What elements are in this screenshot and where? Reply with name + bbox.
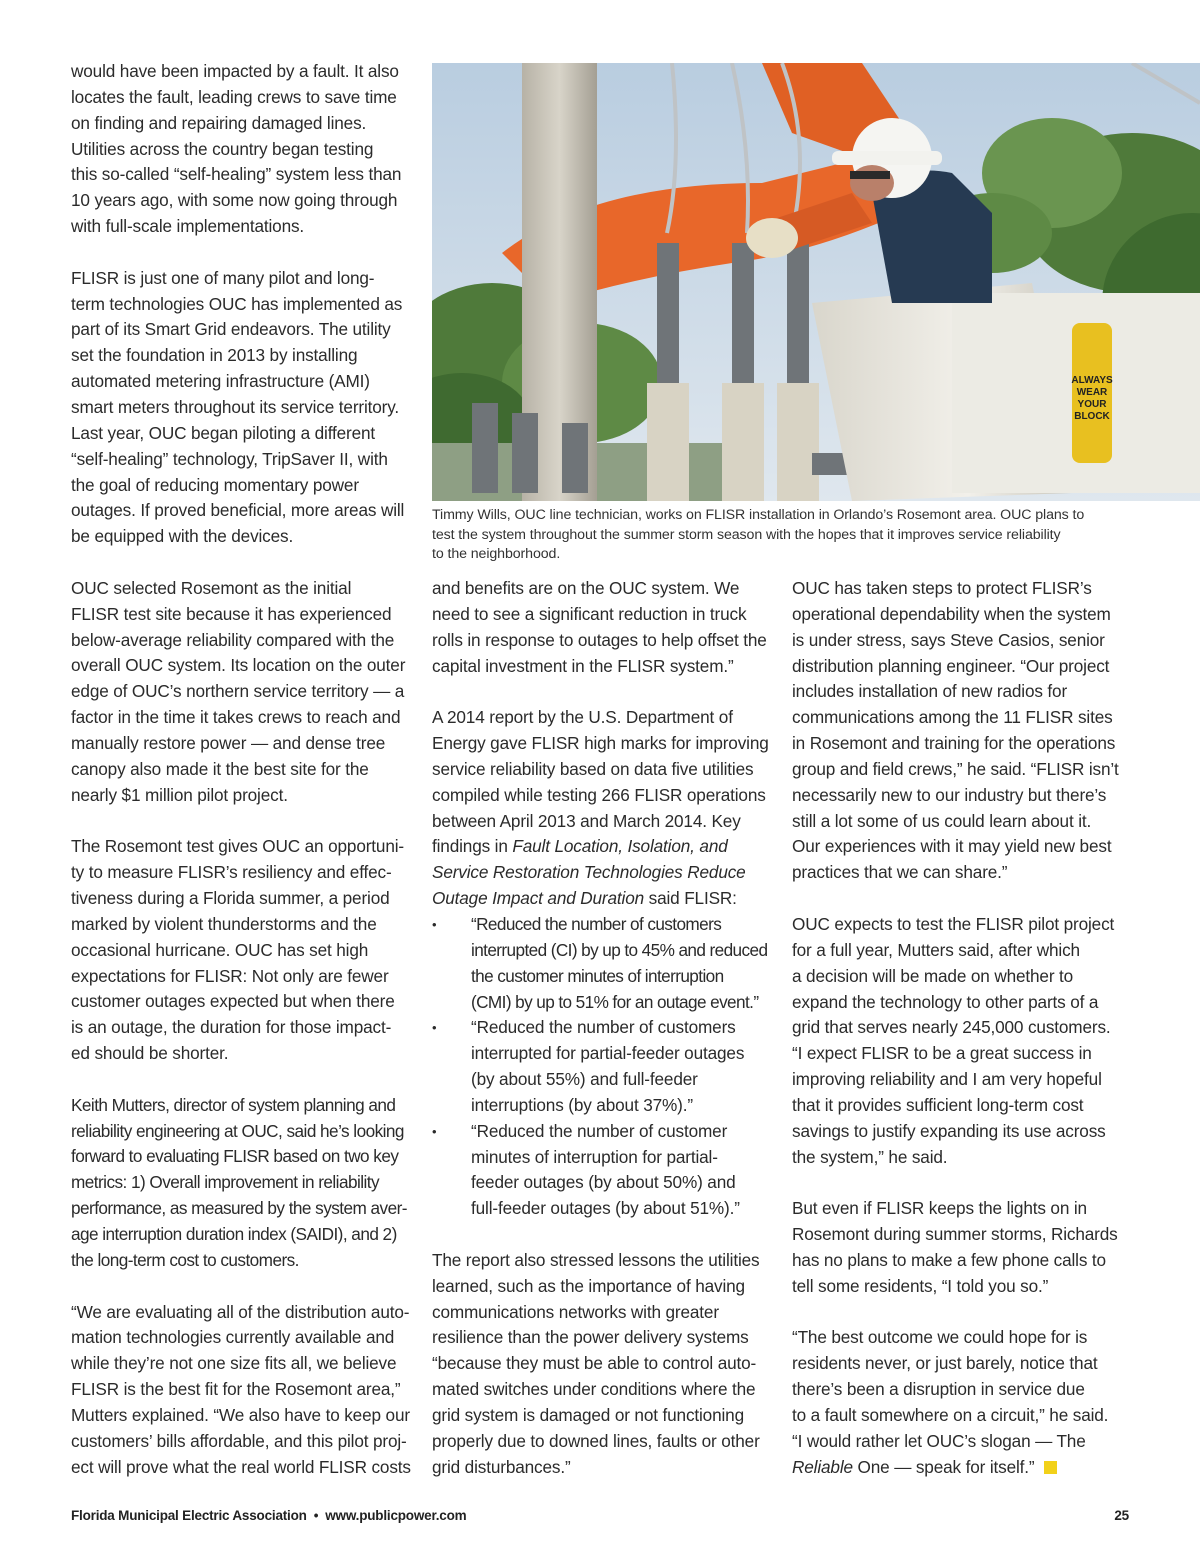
text-line: (by about 55%) and full-feeder: [471, 1069, 698, 1090]
publication-name: Florida Municipal Electric Association: [71, 1508, 307, 1523]
text-line: while they’re not one size fits all, we believe: [71, 1353, 397, 1374]
text-line: Mutters explained. “We also have to keep our: [71, 1404, 410, 1425]
text-line: OUC expects to test the FLISR pilot project: [792, 913, 1115, 934]
text-line: grid that serves nearly 245,000 customers.: [792, 1017, 1111, 1038]
text-line: marked by violent thunderstorms and the: [71, 913, 377, 934]
text-line: improving reliability and I am very hopeful: [792, 1069, 1102, 1090]
text-line: includes installation of new radios for: [792, 681, 1068, 702]
text-line: age interruption duration index (SAIDI), and 2): [71, 1223, 397, 1244]
finding-item: [432, 1015, 772, 1118]
text-line: expand the technology to other parts of a: [792, 991, 1099, 1012]
text-line: grid disturbances.”: [432, 1456, 571, 1477]
paragraph-5: [71, 1093, 411, 1274]
text-line: ed should be shorter.: [71, 1043, 229, 1064]
text-line: capital investment in the FLISR system.”: [432, 655, 734, 676]
text-run: said FLISR:: [644, 888, 737, 909]
text-line: savings to justify expanding its use across: [792, 1120, 1106, 1141]
text-line: • “Reduced the number of customers: [471, 913, 722, 934]
text-line: residents never, or just barely, notice that: [792, 1353, 1098, 1374]
text-line: grid system is damaged or not functioning: [432, 1405, 744, 1425]
text-line: part of its Smart Grid endeavors. The utility: [71, 319, 391, 340]
text-line: full-feeder outages (by about 51%).”: [471, 1198, 740, 1219]
text-line: still a lot some of us could learn about it.: [792, 810, 1092, 831]
text-line: compiled while testing 266 FLISR operations: [432, 784, 766, 805]
text-line: practices that we can share.”: [792, 862, 1008, 883]
text-line: there’s been a disruption in service due: [792, 1379, 1085, 1400]
footer-publication: [71, 1508, 466, 1523]
text-line: [792, 1455, 1132, 1481]
publication-url[interactable]: www.publicpower.com: [325, 1508, 467, 1523]
text-line: would have been impacted by a fault. It also: [71, 61, 399, 81]
text-line: set the foundation in 2013 by installing: [71, 345, 358, 366]
text-line: The report also stressed lessons the utilities: [432, 1249, 760, 1270]
text-line: “We are evaluating all of the distribution auto-: [71, 1301, 410, 1322]
text-line: between April 2013 and March 2014. Key: [432, 810, 741, 831]
text-line: Utilities across the country began testing: [71, 138, 374, 159]
finding-item: [432, 1119, 772, 1222]
text-line: and benefits are on the OUC system. We: [432, 578, 740, 598]
text-line: this so-called “self-healing” system less than: [71, 164, 402, 185]
photo-caption: [432, 506, 1152, 565]
text-line: on finding and repairing damaged lines.: [71, 112, 367, 133]
text-line: Keith Mutters, director of system planning and: [71, 1094, 396, 1115]
text-line: overall OUC system. Its location on the outer: [71, 655, 406, 676]
text-line: minutes of interruption for partial-: [471, 1146, 718, 1167]
text-line: operational dependability when the system: [792, 603, 1111, 624]
text-line: expectations for FLISR: Not only are fewer: [71, 965, 389, 986]
text-line: is an outage, the duration for those impact-: [71, 1017, 392, 1038]
text-line: tiveness during a Florida summer, a period: [71, 888, 390, 908]
text-line: performance, as measured by the system aver-: [71, 1198, 407, 1219]
text-line: [432, 886, 772, 912]
report-title: Outage Impact and Duration: [432, 888, 645, 909]
bucket-label-3: YOUR: [1077, 399, 1107, 410]
text-line: (CMI) by up to 51% for an outage event.”: [471, 991, 759, 1012]
text-line: test the system throughout the summer storm season with the hopes that it improves service reliability: [432, 526, 1061, 543]
text-line: service reliability based on data five utilities: [432, 758, 754, 779]
text-line: • “Reduced the number of customers: [471, 1017, 736, 1038]
text-line: that it provides sufficient long-term cost: [792, 1094, 1084, 1115]
text-line: is under stress, says Steve Casios, senior: [792, 629, 1105, 650]
text-line: 10 years ago, with some now going through: [71, 190, 398, 211]
finding-item: [432, 912, 772, 1015]
text-line: But even if FLISR keeps the lights on in: [792, 1198, 1087, 1219]
text-line: communications among the 11 FLISR sites: [792, 707, 1113, 728]
lineman-photo: [432, 63, 1200, 501]
text-line: rolls in response to outages to help offset the: [432, 629, 767, 650]
text-line: forward to evaluating FLISR based on two key: [71, 1146, 399, 1167]
text-line: [432, 860, 772, 886]
text-line: ty to measure FLISR’s resiliency and effec-: [71, 862, 392, 883]
text-line: edge of OUC’s northern service territory — a: [71, 681, 405, 702]
text-line: the goal of reducing momentary power: [71, 474, 359, 495]
paragraph-3: [432, 1248, 772, 1481]
paragraph-2: [71, 266, 411, 550]
text-line: feeder outages (by about 50%) and: [471, 1172, 736, 1193]
text-line: FLISR test site because it has experienced: [71, 603, 392, 624]
text-line: locates the fault, leading crews to save time: [71, 86, 397, 107]
paragraph-4: [71, 834, 411, 1067]
paragraph-4: [792, 1325, 1132, 1480]
text-line: interruptions (by about 37%).”: [471, 1094, 693, 1115]
text-line: “because they must be able to control auto-: [432, 1353, 757, 1374]
report-title: Service Restoration Technologies Reduce: [432, 862, 746, 883]
paragraph-1: [792, 576, 1132, 886]
footer-separator: •: [313, 1508, 319, 1523]
text-line: metrics: 1) Overall improvement in reliability: [71, 1172, 380, 1193]
text-line: Our experiences with it may yield new best: [792, 836, 1112, 857]
text-line: in Rosemont and training for the operations: [792, 733, 1116, 754]
findings-list: [432, 912, 772, 1222]
text-line: Rosemont during summer storms, Richards: [792, 1224, 1118, 1245]
text-line: properly due to downed lines, faults or other: [432, 1430, 760, 1451]
text-line: occasional hurricane. OUC has set high: [71, 939, 369, 960]
text-line: the system,” he said.: [792, 1146, 948, 1167]
paragraph-1: [71, 59, 411, 240]
paragraph-3: [792, 1196, 1132, 1299]
text-line: need to see a significant reduction in truck: [432, 603, 747, 624]
text-line: OUC has taken steps to protect FLISR’s: [792, 578, 1092, 598]
text-line: canopy also made it the best site for the: [71, 758, 369, 779]
text-line: a decision will be made on whether to: [792, 965, 1074, 986]
paragraph-2: [432, 705, 772, 912]
text-line: the long-term cost to customers.: [71, 1249, 299, 1270]
text-line: FLISR is the best fit for the Rosemont area,”: [71, 1379, 401, 1400]
text-line: the customer minutes of interruption: [471, 965, 724, 986]
text-line: resilience than the power delivery systems: [432, 1327, 749, 1348]
lineman-illustration: [432, 63, 1200, 501]
text-line: OUC selected Rosemont as the initial: [71, 577, 352, 598]
text-line: with full-scale implementations.: [71, 216, 305, 237]
text-line: Energy gave FLISR high marks for improving: [432, 733, 769, 754]
page-number: 25: [1114, 1508, 1129, 1523]
text-line: FLISR is just one of many pilot and long-: [71, 267, 375, 288]
report-title: Fault Location, Isolation, and: [512, 836, 728, 857]
text-line: interrupted for partial-feeder outages: [471, 1043, 745, 1064]
text-line: necessarily new to our industry but there’s: [792, 784, 1107, 805]
slogan-italic: Reliable: [792, 1456, 853, 1477]
text-line: learned, such as the importance of having: [432, 1275, 745, 1296]
bucket-label-2: WEAR: [1076, 387, 1108, 398]
text-line: ect will prove what the real world FLISR costs: [71, 1456, 411, 1477]
text-line: term technologies OUC has implemented as: [71, 293, 403, 314]
text-line: to a fault somewhere on a circuit,” he said.: [792, 1405, 1109, 1425]
text-line: A 2014 report by the U.S. Department of: [432, 707, 733, 728]
text-line: Timmy Wills, OUC line technician, works on FLISR installation in Orlando’s Rosemont area. OUC plans to: [432, 507, 1085, 523]
article-column-1: [71, 59, 411, 1506]
text-line: distribution planning engineer. “Our project: [792, 655, 1110, 676]
paragraph-6: [71, 1300, 411, 1481]
text-line: “self-healing” technology, TripSaver II, with: [71, 448, 388, 469]
bucket-label-1: ALWAYS: [1071, 375, 1113, 386]
text-line: for a full year, Mutters said, after which: [792, 939, 1080, 960]
end-of-article-square-icon: [1044, 1461, 1057, 1474]
text-line: group and field crews,” he said. “FLISR isn’t: [792, 758, 1119, 779]
text-line: smart meters throughout its service territory.: [71, 396, 400, 417]
text-line: factor in the time it takes crews to reach and: [71, 707, 401, 728]
bucket-label-4: BLOCK: [1074, 411, 1110, 422]
text-line: reliability engineering at OUC, said he’s looking: [71, 1120, 404, 1141]
text-line: interrupted (CI) by up to 45% and reduced: [471, 939, 768, 960]
text-line: mated switches under conditions where the: [432, 1379, 756, 1400]
text-line: customer outages expected but when there: [71, 991, 395, 1012]
text-line: “I would rather let OUC’s slogan — The: [792, 1430, 1086, 1451]
paragraph-2: [792, 912, 1132, 1170]
text-line: [432, 834, 772, 860]
text-line: has no plans to make a few phone calls to: [792, 1249, 1106, 1270]
text-line: tell some residents, “I told you so.”: [792, 1275, 1049, 1296]
text-line: communications networks with greater: [432, 1301, 719, 1322]
text-line: outages. If proved beneficial, more areas will: [71, 500, 405, 521]
text-line: mation technologies currently available and: [71, 1327, 395, 1348]
text-line: automated metering infrastructure (AMI): [71, 371, 370, 392]
text-line: be equipped with the devices.: [71, 526, 294, 547]
text-line: “The best outcome we could hope for is: [792, 1327, 1088, 1348]
paragraph-3: [71, 576, 411, 809]
text-run: One — speak for itself.”: [852, 1456, 1035, 1477]
article-column-2: [432, 576, 772, 1506]
text-line: “I expect FLISR to be a great success in: [792, 1043, 1092, 1064]
article-column-3: [792, 576, 1132, 1506]
paragraph-1: [432, 576, 772, 679]
text-line: Last year, OUC began piloting a different: [71, 422, 376, 443]
text-run: findings in: [432, 836, 513, 857]
text-line: manually restore power — and dense tree: [71, 732, 386, 753]
text-line: The Rosemont test gives OUC an opportuni-: [71, 836, 404, 857]
text-line: customers’ bills affordable, and this pilot proj-: [71, 1430, 407, 1451]
text-line: • “Reduced the number of customer: [471, 1120, 728, 1141]
text-line: nearly $1 million pilot project.: [71, 784, 288, 805]
text-line: to the neighborhood.: [432, 546, 561, 562]
text-line: below-average reliability compared with the: [71, 629, 395, 650]
